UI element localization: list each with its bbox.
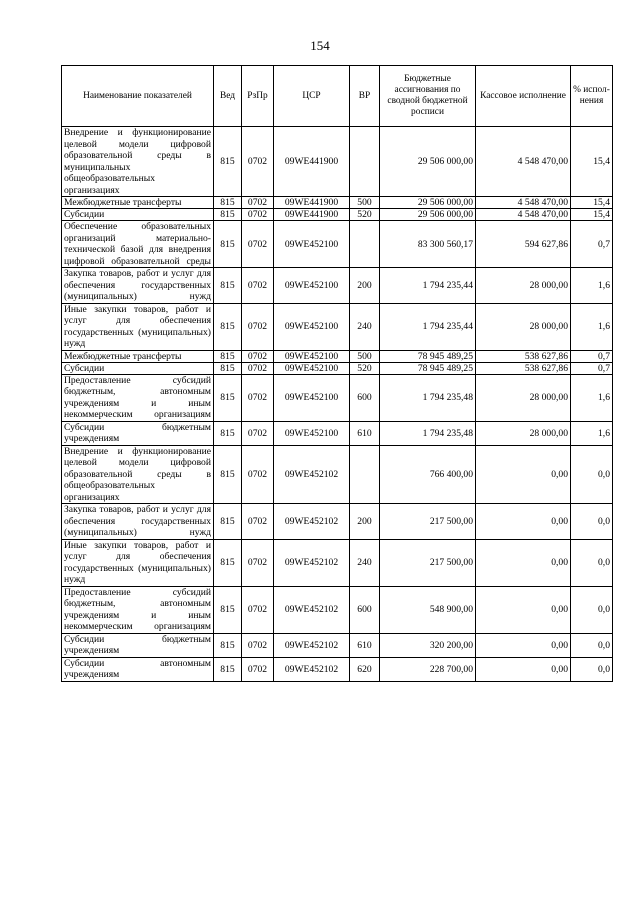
- row-rzpr: 0702: [242, 374, 274, 421]
- row-percent: 1,6: [571, 303, 613, 350]
- header-budget: Бюджетные ассигнования по сводной бюджетной росписи: [380, 66, 476, 127]
- row-rzpr: 0702: [242, 221, 274, 268]
- table-row: [62, 209, 613, 221]
- header-cash: Кассовое исполнение: [476, 66, 571, 127]
- row-vr: 200: [350, 268, 380, 304]
- row-ved: 815: [214, 303, 242, 350]
- row-budget: 217 500,00: [380, 504, 476, 540]
- header-percent: % испол- нения: [571, 66, 613, 127]
- row-rzpr: 0702: [242, 539, 274, 586]
- row-cash: 4 548 470,00: [476, 197, 571, 209]
- row-name: Предоставление субсидий бюджетным, автономным учреждениям и иным некоммерческим организациям: [62, 586, 214, 633]
- row-name: Предоставление субсидий бюджетным, автономным учреждениям и иным некоммерческим организациям: [62, 374, 214, 421]
- row-budget: 29 506 000,00: [380, 197, 476, 209]
- table-row: [62, 127, 613, 197]
- page-number: 154: [310, 38, 330, 53]
- row-cash: 4 548 470,00: [476, 209, 571, 221]
- row-budget: 1 794 235,48: [380, 374, 476, 421]
- table-row: [62, 350, 613, 362]
- row-percent: 0,7: [571, 221, 613, 268]
- row-rzpr: 0702: [242, 633, 274, 657]
- row-vr: 500: [350, 197, 380, 209]
- row-cash: 0,00: [476, 445, 571, 504]
- row-cash: 0,00: [476, 504, 571, 540]
- row-rzpr: 0702: [242, 445, 274, 504]
- row-csr: 09WE452100: [274, 221, 350, 268]
- row-budget: 228 700,00: [380, 657, 476, 681]
- row-cash: 28 000,00: [476, 268, 571, 304]
- row-percent: 15,4: [571, 127, 613, 197]
- row-vr: 520: [350, 362, 380, 374]
- row-name: Иные закупки товаров, работ и услуг для обеспечения государственных (муниципальных) нужд: [62, 539, 214, 586]
- row-name: Обеспечение образовательных организаций материально-технической базой для внедрения цифровой образовательной среды: [62, 221, 214, 268]
- row-csr: 09WE441900: [274, 127, 350, 197]
- row-csr: 09WE452100: [274, 374, 350, 421]
- table-row: [62, 504, 613, 540]
- row-budget: 83 300 560,17: [380, 221, 476, 268]
- row-ved: 815: [214, 504, 242, 540]
- row-name: Иные закупки товаров, работ и услуг для обеспечения государственных (муниципальных) нужд: [62, 303, 214, 350]
- row-percent: 0,0: [571, 445, 613, 504]
- row-percent: 0,0: [571, 586, 613, 633]
- row-csr: 09WE452102: [274, 633, 350, 657]
- row-percent: 0,0: [571, 633, 613, 657]
- row-cash: 0,00: [476, 586, 571, 633]
- row-percent: 0,0: [571, 539, 613, 586]
- row-budget: 1 794 235,48: [380, 421, 476, 445]
- row-csr: 09WE452100: [274, 350, 350, 362]
- row-vr: [350, 221, 380, 268]
- row-vr: 600: [350, 586, 380, 633]
- row-vr: 240: [350, 539, 380, 586]
- row-percent: 1,6: [571, 374, 613, 421]
- row-rzpr: 0702: [242, 268, 274, 304]
- row-ved: 815: [214, 657, 242, 681]
- row-ved: 815: [214, 362, 242, 374]
- row-percent: 1,6: [571, 268, 613, 304]
- row-cash: 0,00: [476, 539, 571, 586]
- row-ved: 815: [214, 633, 242, 657]
- row-vr: 200: [350, 504, 380, 540]
- row-csr: 09WE441900: [274, 197, 350, 209]
- row-ved: 815: [214, 221, 242, 268]
- row-vr: 610: [350, 633, 380, 657]
- row-name: Субсидии: [62, 362, 214, 374]
- row-budget: 78 945 489,25: [380, 362, 476, 374]
- row-ved: 815: [214, 421, 242, 445]
- row-ved: 815: [214, 197, 242, 209]
- row-name: Субсидии автономным учреждениям: [62, 657, 214, 681]
- table-row: [62, 657, 613, 681]
- row-csr: 09WE452100: [274, 268, 350, 304]
- row-csr: 09WE452102: [274, 657, 350, 681]
- header-vr: ВР: [350, 66, 380, 127]
- row-rzpr: 0702: [242, 504, 274, 540]
- row-ved: 815: [214, 127, 242, 197]
- row-csr: 09WE452102: [274, 504, 350, 540]
- row-name: Закупка товаров, работ и услуг для обеспечения государственных (муниципальных) нужд: [62, 504, 214, 540]
- row-cash: 538 627,86: [476, 350, 571, 362]
- header-name: Наименование показателей: [62, 66, 214, 127]
- row-budget: 29 506 000,00: [380, 209, 476, 221]
- header-ved: Вед: [214, 66, 242, 127]
- row-vr: 610: [350, 421, 380, 445]
- row-csr: 09WE452100: [274, 362, 350, 374]
- row-name: Межбюджетные трансферты: [62, 350, 214, 362]
- row-rzpr: 0702: [242, 421, 274, 445]
- row-cash: 28 000,00: [476, 421, 571, 445]
- row-cash: 538 627,86: [476, 362, 571, 374]
- row-budget: 766 400,00: [380, 445, 476, 504]
- row-cash: 0,00: [476, 633, 571, 657]
- row-cash: 4 548 470,00: [476, 127, 571, 197]
- table-row: [62, 362, 613, 374]
- row-ved: 815: [214, 586, 242, 633]
- row-rzpr: 0702: [242, 362, 274, 374]
- row-cash: 0,00: [476, 657, 571, 681]
- header-csr: ЦСР: [274, 66, 350, 127]
- row-budget: 78 945 489,25: [380, 350, 476, 362]
- row-rzpr: 0702: [242, 657, 274, 681]
- row-cash: 28 000,00: [476, 374, 571, 421]
- table-row: [62, 421, 613, 445]
- row-vr: 500: [350, 350, 380, 362]
- row-percent: 15,4: [571, 197, 613, 209]
- row-rzpr: 0702: [242, 197, 274, 209]
- row-vr: 620: [350, 657, 380, 681]
- row-budget: 1 794 235,44: [380, 303, 476, 350]
- row-percent: 0,7: [571, 350, 613, 362]
- row-rzpr: 0702: [242, 127, 274, 197]
- row-name: Субсидии бюджетным учреждениям: [62, 633, 214, 657]
- table-row: [62, 303, 613, 350]
- row-vr: [350, 127, 380, 197]
- row-name: Внедрение и функционирование целевой модели цифровой образовательной среды в муниципальных общеобразовательных организациях: [62, 127, 214, 197]
- header-row: [62, 66, 613, 127]
- row-percent: 0,7: [571, 362, 613, 374]
- row-ved: 815: [214, 209, 242, 221]
- row-ved: 815: [214, 445, 242, 504]
- row-ved: 815: [214, 374, 242, 421]
- table-row: [62, 221, 613, 268]
- row-vr: 520: [350, 209, 380, 221]
- row-csr: 09WE452100: [274, 421, 350, 445]
- row-csr: 09WE452100: [274, 303, 350, 350]
- row-budget: 217 500,00: [380, 539, 476, 586]
- row-ved: 815: [214, 268, 242, 304]
- row-budget: 1 794 235,44: [380, 268, 476, 304]
- row-csr: 09WE452102: [274, 445, 350, 504]
- row-percent: 1,6: [571, 421, 613, 445]
- row-rzpr: 0702: [242, 209, 274, 221]
- row-percent: 15,4: [571, 209, 613, 221]
- row-name: Внедрение и функционирование целевой модели цифровой образовательной среды в общеобразовательных организациях: [62, 445, 214, 504]
- row-rzpr: 0702: [242, 350, 274, 362]
- row-csr: 09WE452102: [274, 539, 350, 586]
- row-budget: 320 200,00: [380, 633, 476, 657]
- row-vr: 600: [350, 374, 380, 421]
- row-rzpr: 0702: [242, 586, 274, 633]
- row-vr: [350, 445, 380, 504]
- table-row: [62, 445, 613, 504]
- row-percent: 0,0: [571, 504, 613, 540]
- row-rzpr: 0702: [242, 303, 274, 350]
- table-row: [62, 633, 613, 657]
- row-name: Закупка товаров, работ и услуг для обеспечения государственных (муниципальных) нужд: [62, 268, 214, 304]
- table-row: [62, 374, 613, 421]
- row-budget: 29 506 000,00: [380, 127, 476, 197]
- row-cash: 28 000,00: [476, 303, 571, 350]
- table-row: [62, 197, 613, 209]
- table-row: [62, 268, 613, 304]
- row-name: Субсидии бюджетным учреждениям: [62, 421, 214, 445]
- table-row: [62, 539, 613, 586]
- row-percent: 0,0: [571, 657, 613, 681]
- row-ved: 815: [214, 539, 242, 586]
- row-name: Межбюджетные трансферты: [62, 197, 214, 209]
- row-budget: 548 900,00: [380, 586, 476, 633]
- row-ved: 815: [214, 350, 242, 362]
- row-csr: 09WE441900: [274, 209, 350, 221]
- row-cash: 594 627,86: [476, 221, 571, 268]
- header-rzpr: РзПр: [242, 66, 274, 127]
- row-name: Субсидии: [62, 209, 214, 221]
- row-csr: 09WE452102: [274, 586, 350, 633]
- row-vr: 240: [350, 303, 380, 350]
- budget-execution-table: [61, 65, 613, 682]
- table-row: [62, 586, 613, 633]
